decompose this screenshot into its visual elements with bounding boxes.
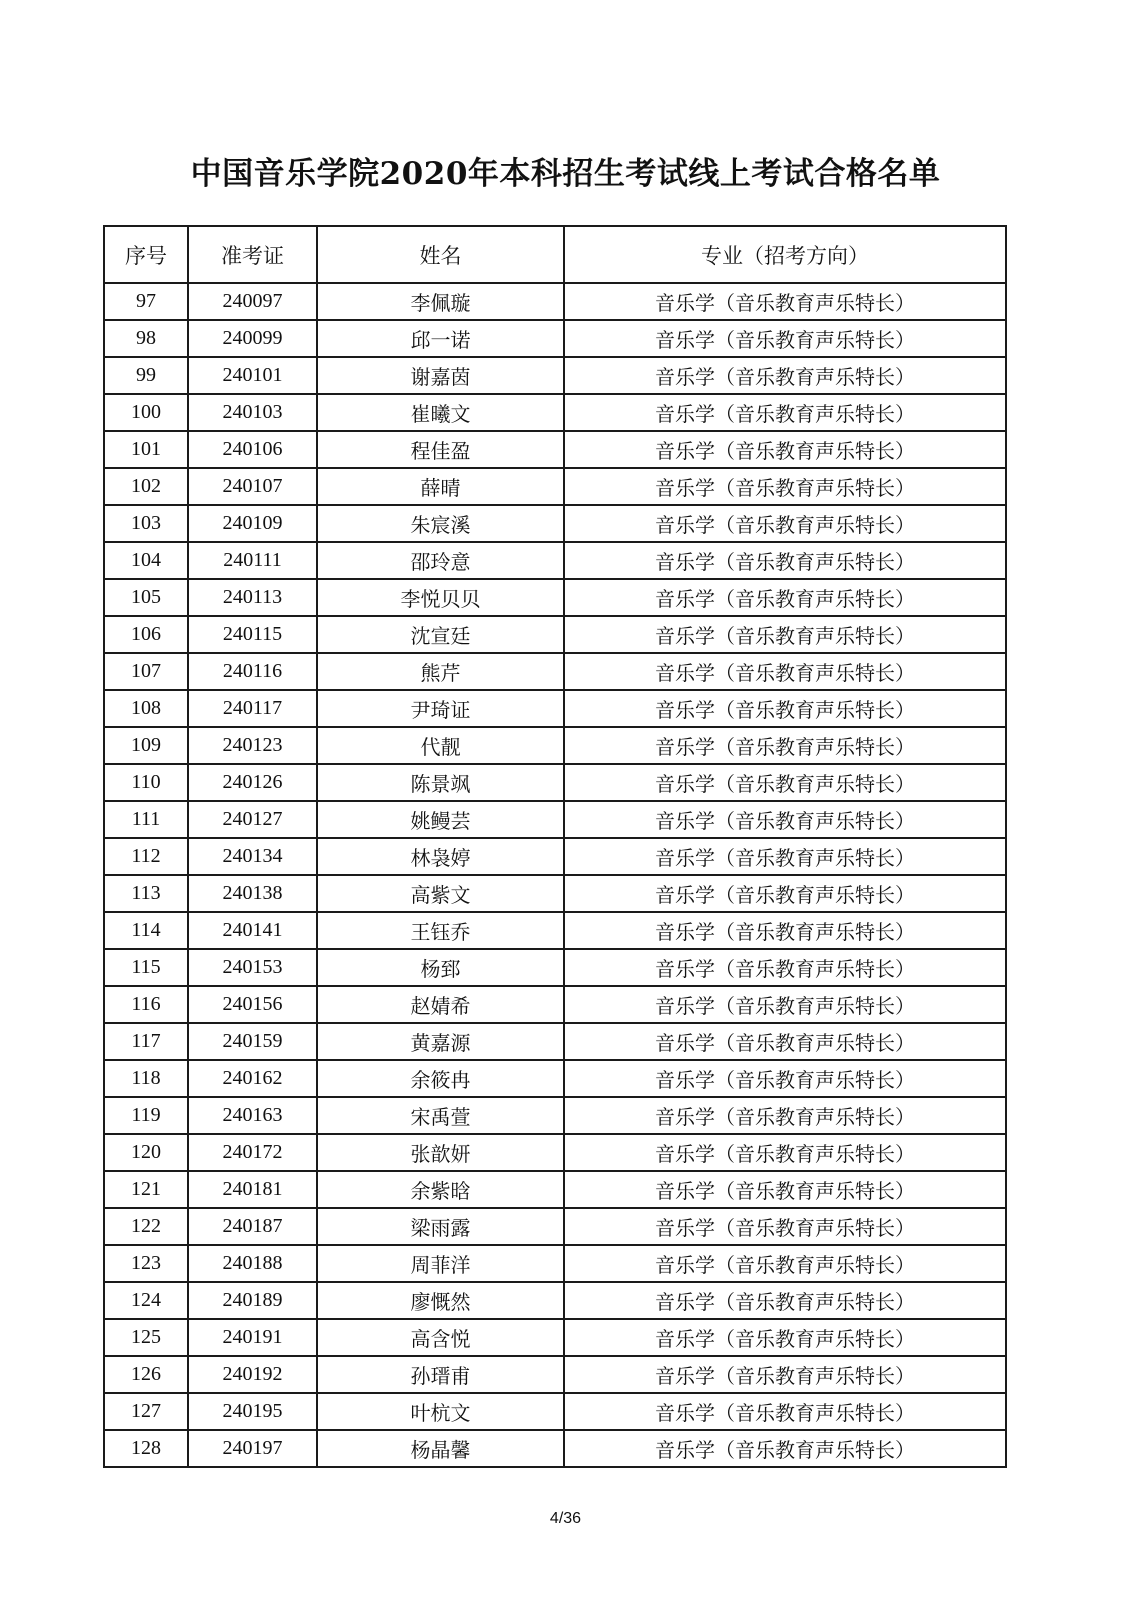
name-cell: 余筱冉 — [317, 1060, 564, 1097]
major-cell: 音乐学（音乐教育声乐特长） — [564, 542, 1006, 579]
table-row — [104, 1208, 1006, 1245]
table-row — [104, 690, 1006, 727]
exam-id-cell: 240099 — [188, 320, 317, 357]
exam-id-cell: 240195 — [188, 1393, 317, 1430]
exam-id-cell: 240109 — [188, 505, 317, 542]
exam-id-cell: 240106 — [188, 431, 317, 468]
major-cell: 音乐学（音乐教育声乐特长） — [564, 653, 1006, 690]
major-cell: 音乐学（音乐教育声乐特长） — [564, 1319, 1006, 1356]
major-cell: 音乐学（音乐教育声乐特长） — [564, 468, 1006, 505]
name-cell: 赵婧希 — [317, 986, 564, 1023]
major-cell: 音乐学（音乐教育声乐特长） — [564, 320, 1006, 357]
table-row — [104, 875, 1006, 912]
name-cell: 黄嘉源 — [317, 1023, 564, 1060]
exam-id-cell: 240197 — [188, 1430, 317, 1467]
admission-table — [103, 225, 1007, 1468]
exam-id-cell: 240116 — [188, 653, 317, 690]
table-row — [104, 838, 1006, 875]
table-row — [104, 1171, 1006, 1208]
table-row — [104, 357, 1006, 394]
seq-cell: 122 — [104, 1208, 188, 1245]
table-row — [104, 579, 1006, 616]
seq-cell: 102 — [104, 468, 188, 505]
seq-cell: 121 — [104, 1171, 188, 1208]
table-row — [104, 283, 1006, 320]
major-cell: 音乐学（音乐教育声乐特长） — [564, 1430, 1006, 1467]
major-cell: 音乐学（音乐教育声乐特长） — [564, 1245, 1006, 1282]
name-cell: 高含悦 — [317, 1319, 564, 1356]
seq-cell: 111 — [104, 801, 188, 838]
name-cell: 孙瑨甫 — [317, 1356, 564, 1393]
seq-cell: 101 — [104, 431, 188, 468]
exam-id-cell: 240113 — [188, 579, 317, 616]
major-cell: 音乐学（音乐教育声乐特长） — [564, 838, 1006, 875]
exam-id-cell: 240123 — [188, 727, 317, 764]
name-cell: 朱宸溪 — [317, 505, 564, 542]
table-row — [104, 1393, 1006, 1430]
exam-id-cell: 240126 — [188, 764, 317, 801]
major-cell: 音乐学（音乐教育声乐特长） — [564, 357, 1006, 394]
major-cell: 音乐学（音乐教育声乐特长） — [564, 764, 1006, 801]
seq-cell: 108 — [104, 690, 188, 727]
table-row — [104, 1356, 1006, 1393]
major-cell: 音乐学（音乐教育声乐特长） — [564, 1171, 1006, 1208]
major-cell: 音乐学（音乐教育声乐特长） — [564, 912, 1006, 949]
exam-id-cell: 240103 — [188, 394, 317, 431]
exam-id-cell: 240181 — [188, 1171, 317, 1208]
table-row — [104, 912, 1006, 949]
exam-id-cell: 240153 — [188, 949, 317, 986]
seq-cell: 110 — [104, 764, 188, 801]
exam-id-cell: 240163 — [188, 1097, 317, 1134]
column-header-seq: 序号 — [104, 226, 188, 283]
name-cell: 李悦贝贝 — [317, 579, 564, 616]
table-row — [104, 320, 1006, 357]
table-row — [104, 1282, 1006, 1319]
name-cell: 程佳盈 — [317, 431, 564, 468]
name-cell: 代靓 — [317, 727, 564, 764]
major-cell: 音乐学（音乐教育声乐特长） — [564, 1282, 1006, 1319]
table-row — [104, 431, 1006, 468]
table-header — [104, 226, 1006, 283]
exam-id-cell: 240159 — [188, 1023, 317, 1060]
seq-cell: 113 — [104, 875, 188, 912]
table-row — [104, 394, 1006, 431]
major-cell: 音乐学（音乐教育声乐特长） — [564, 1356, 1006, 1393]
table-row — [104, 653, 1006, 690]
seq-cell: 128 — [104, 1430, 188, 1467]
column-header-major: 专业（招考方向） — [564, 226, 1006, 283]
column-header-exam-id: 准考证 — [188, 226, 317, 283]
name-cell: 梁雨露 — [317, 1208, 564, 1245]
name-cell: 王钰乔 — [317, 912, 564, 949]
table-row — [104, 801, 1006, 838]
seq-cell: 100 — [104, 394, 188, 431]
major-cell: 音乐学（音乐教育声乐特长） — [564, 986, 1006, 1023]
major-cell: 音乐学（音乐教育声乐特长） — [564, 875, 1006, 912]
major-cell: 音乐学（音乐教育声乐特长） — [564, 616, 1006, 653]
name-cell: 陈景飒 — [317, 764, 564, 801]
seq-cell: 98 — [104, 320, 188, 357]
name-cell: 薛晴 — [317, 468, 564, 505]
name-cell: 廖慨然 — [317, 1282, 564, 1319]
table-body — [104, 283, 1006, 1467]
table-header-row — [104, 226, 1006, 283]
seq-cell: 118 — [104, 1060, 188, 1097]
seq-cell: 117 — [104, 1023, 188, 1060]
exam-id-cell: 240115 — [188, 616, 317, 653]
name-cell: 熊芹 — [317, 653, 564, 690]
major-cell: 音乐学（音乐教育声乐特长） — [564, 1208, 1006, 1245]
table-row — [104, 1060, 1006, 1097]
major-cell: 音乐学（音乐教育声乐特长） — [564, 1393, 1006, 1430]
table-row — [104, 1430, 1006, 1467]
seq-cell: 126 — [104, 1356, 188, 1393]
seq-cell: 124 — [104, 1282, 188, 1319]
name-cell: 叶杭文 — [317, 1393, 564, 1430]
seq-cell: 114 — [104, 912, 188, 949]
table-row — [104, 949, 1006, 986]
table-row — [104, 1097, 1006, 1134]
exam-id-cell: 240111 — [188, 542, 317, 579]
exam-id-cell: 240138 — [188, 875, 317, 912]
name-cell: 邱一诺 — [317, 320, 564, 357]
table-row — [104, 468, 1006, 505]
seq-cell: 103 — [104, 505, 188, 542]
name-cell: 邵玲意 — [317, 542, 564, 579]
name-cell: 宋禹萱 — [317, 1097, 564, 1134]
seq-cell: 97 — [104, 283, 188, 320]
document-title: 中国音乐学院2020年本科招生考试线上考试合格名单 — [190, 156, 941, 192]
name-cell: 尹琦证 — [317, 690, 564, 727]
table-row — [104, 1134, 1006, 1171]
exam-id-cell: 240191 — [188, 1319, 317, 1356]
exam-id-cell: 240134 — [188, 838, 317, 875]
table-row — [104, 505, 1006, 542]
seq-cell: 112 — [104, 838, 188, 875]
major-cell: 音乐学（音乐教育声乐特长） — [564, 690, 1006, 727]
seq-cell: 104 — [104, 542, 188, 579]
seq-cell: 123 — [104, 1245, 188, 1282]
major-cell: 音乐学（音乐教育声乐特长） — [564, 394, 1006, 431]
table-row — [104, 1245, 1006, 1282]
table-row — [104, 616, 1006, 653]
table-row — [104, 1319, 1006, 1356]
exam-id-cell: 240127 — [188, 801, 317, 838]
major-cell: 音乐学（音乐教育声乐特长） — [564, 801, 1006, 838]
seq-cell: 106 — [104, 616, 188, 653]
table-row — [104, 764, 1006, 801]
name-cell: 李佩璇 — [317, 283, 564, 320]
table-row — [104, 986, 1006, 1023]
exam-id-cell: 240189 — [188, 1282, 317, 1319]
seq-cell: 119 — [104, 1097, 188, 1134]
exam-id-cell: 240187 — [188, 1208, 317, 1245]
major-cell: 音乐学（音乐教育声乐特长） — [564, 727, 1006, 764]
major-cell: 音乐学（音乐教育声乐特长） — [564, 1097, 1006, 1134]
table-row — [104, 727, 1006, 764]
seq-cell: 105 — [104, 579, 188, 616]
name-cell: 周菲洋 — [317, 1245, 564, 1282]
exam-id-cell: 240192 — [188, 1356, 317, 1393]
column-header-name: 姓名 — [317, 226, 564, 283]
name-cell: 余紫晗 — [317, 1171, 564, 1208]
name-cell: 谢嘉茵 — [317, 357, 564, 394]
major-cell: 音乐学（音乐教育声乐特长） — [564, 1023, 1006, 1060]
name-cell: 林袅婷 — [317, 838, 564, 875]
exam-id-cell: 240188 — [188, 1245, 317, 1282]
table-row — [104, 1023, 1006, 1060]
seq-cell: 127 — [104, 1393, 188, 1430]
seq-cell: 116 — [104, 986, 188, 1023]
seq-cell: 99 — [104, 357, 188, 394]
name-cell: 高紫文 — [317, 875, 564, 912]
seq-cell: 107 — [104, 653, 188, 690]
name-cell: 沈宣廷 — [317, 616, 564, 653]
major-cell: 音乐学（音乐教育声乐特长） — [564, 949, 1006, 986]
major-cell: 音乐学（音乐教育声乐特长） — [564, 283, 1006, 320]
seq-cell: 115 — [104, 949, 188, 986]
exam-id-cell: 240172 — [188, 1134, 317, 1171]
seq-cell: 125 — [104, 1319, 188, 1356]
major-cell: 音乐学（音乐教育声乐特长） — [564, 579, 1006, 616]
name-cell: 崔曦文 — [317, 394, 564, 431]
exam-id-cell: 240097 — [188, 283, 317, 320]
exam-id-cell: 240101 — [188, 357, 317, 394]
exam-id-cell: 240107 — [188, 468, 317, 505]
page-number: 4/36 — [549, 1510, 582, 1527]
table-row — [104, 542, 1006, 579]
exam-id-cell: 240141 — [188, 912, 317, 949]
exam-id-cell: 240117 — [188, 690, 317, 727]
name-cell: 张歆妍 — [317, 1134, 564, 1171]
name-cell: 杨晶馨 — [317, 1430, 564, 1467]
major-cell: 音乐学（音乐教育声乐特长） — [564, 1134, 1006, 1171]
exam-id-cell: 240162 — [188, 1060, 317, 1097]
name-cell: 杨郅 — [317, 949, 564, 986]
major-cell: 音乐学（音乐教育声乐特长） — [564, 1060, 1006, 1097]
exam-id-cell: 240156 — [188, 986, 317, 1023]
major-cell: 音乐学（音乐教育声乐特长） — [564, 505, 1006, 542]
seq-cell: 109 — [104, 727, 188, 764]
seq-cell: 120 — [104, 1134, 188, 1171]
name-cell: 姚鳗芸 — [317, 801, 564, 838]
major-cell: 音乐学（音乐教育声乐特长） — [564, 431, 1006, 468]
